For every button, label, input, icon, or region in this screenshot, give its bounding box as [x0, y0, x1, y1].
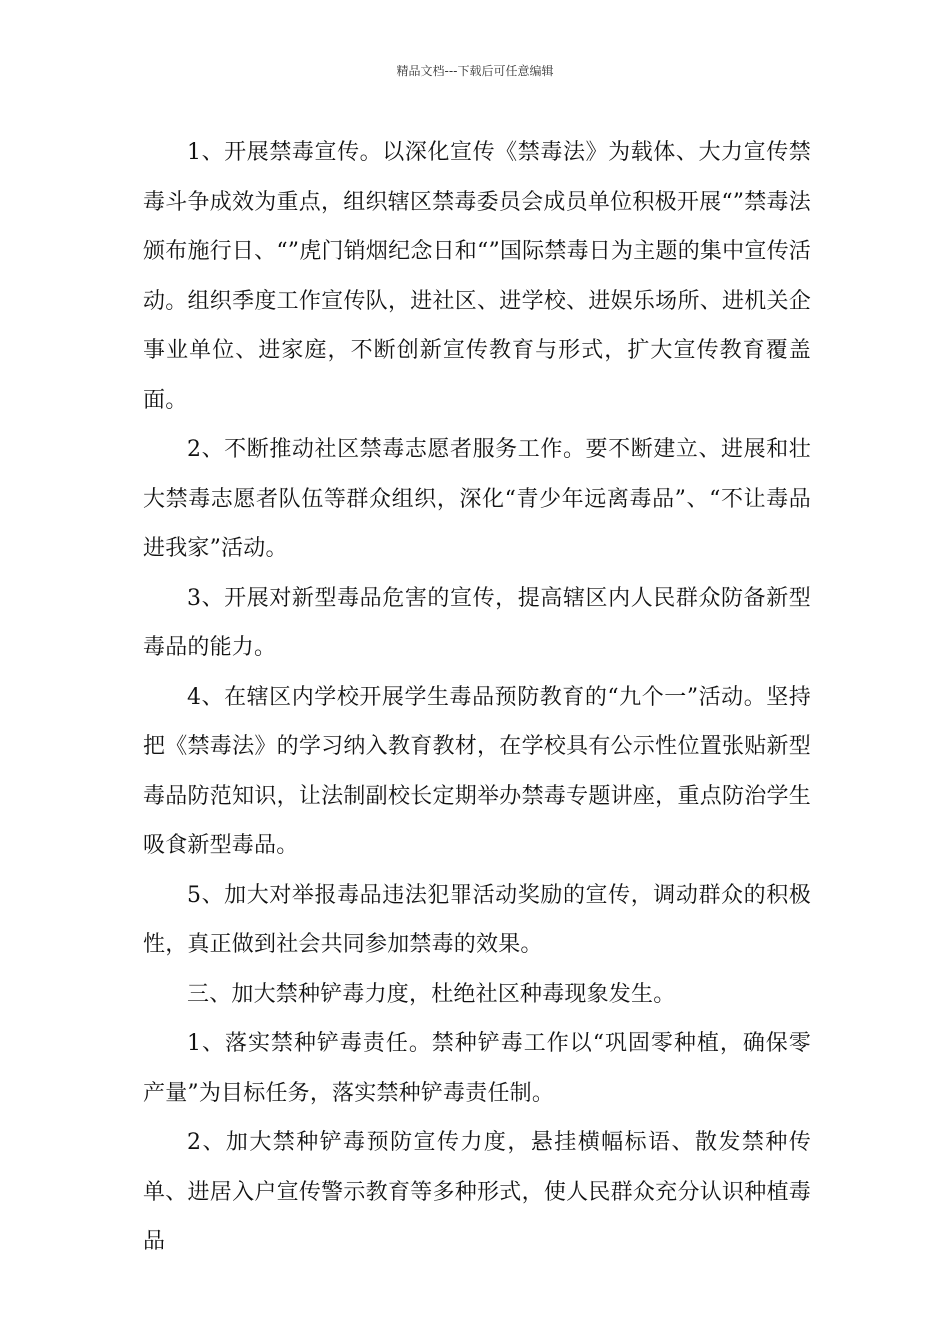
section-heading: 三、加大禁种铲毒力度，杜绝社区种毒现象发生。: [187, 981, 676, 1007]
paragraph-3: 3、开展对新型毒品危害的宣传，提高辖区内人民群众防备新型毒品的能力。: [143, 585, 811, 660]
page-header: 精品文档---下载后可任意编辑: [396, 64, 554, 78]
paragraph-5: 5、加大对举报毒品违法犯罪活动奖励的宣传，调动群众的积极性，真正做到社会共同参加禁毒的效果。: [143, 882, 811, 957]
paragraph-6: 1、落实禁种铲毒责任。禁种铲毒工作以“巩固零种植，确保零产量”为目标任务，落实禁种铲毒责任制。: [143, 1031, 811, 1106]
paragraph-7: 2、加大禁种铲毒预防宣传力度，悬挂横幅标语、散发禁种传单、进居入户宣传警示教育等多种形式，使人民群众充分认识种植毒品: [143, 1130, 811, 1254]
paragraph-4: 4、在辖区内学校开展学生毒品预防教育的“九个一”活动。坚持把《禁毒法》的学习纳入教育教材，在学校具有公示性位置张贴新型毒品防范知识，让法制副校长定期举办禁毒专题讲座，重点防治学生吸食新型毒品。: [143, 684, 811, 858]
document-body: [143, 128, 811, 1267]
paragraph-2: 2、不断推动社区禁毒志愿者服务工作。要不断建立、进展和壮大禁毒志愿者队伍等群众组织，深化“青少年远离毒品”、“不让毒品进我家”活动。: [143, 437, 811, 561]
paragraph-1: 1、开展禁毒宣传。以深化宣传《禁毒法》为载体、大力宣传禁毒斗争成效为重点，组织辖区禁毒委员会成员单位积极开展“”禁毒法颁布施行日、“”虎门销烟纪念日和“”国际禁毒日为主题的集中宣传活动。组织季度工作宣传队，进社区、进学校、进娱乐场所、进机关企事业单位、进家庭，不断创新宣传教育与形式，扩大宣传教育覆盖面。: [143, 140, 811, 413]
